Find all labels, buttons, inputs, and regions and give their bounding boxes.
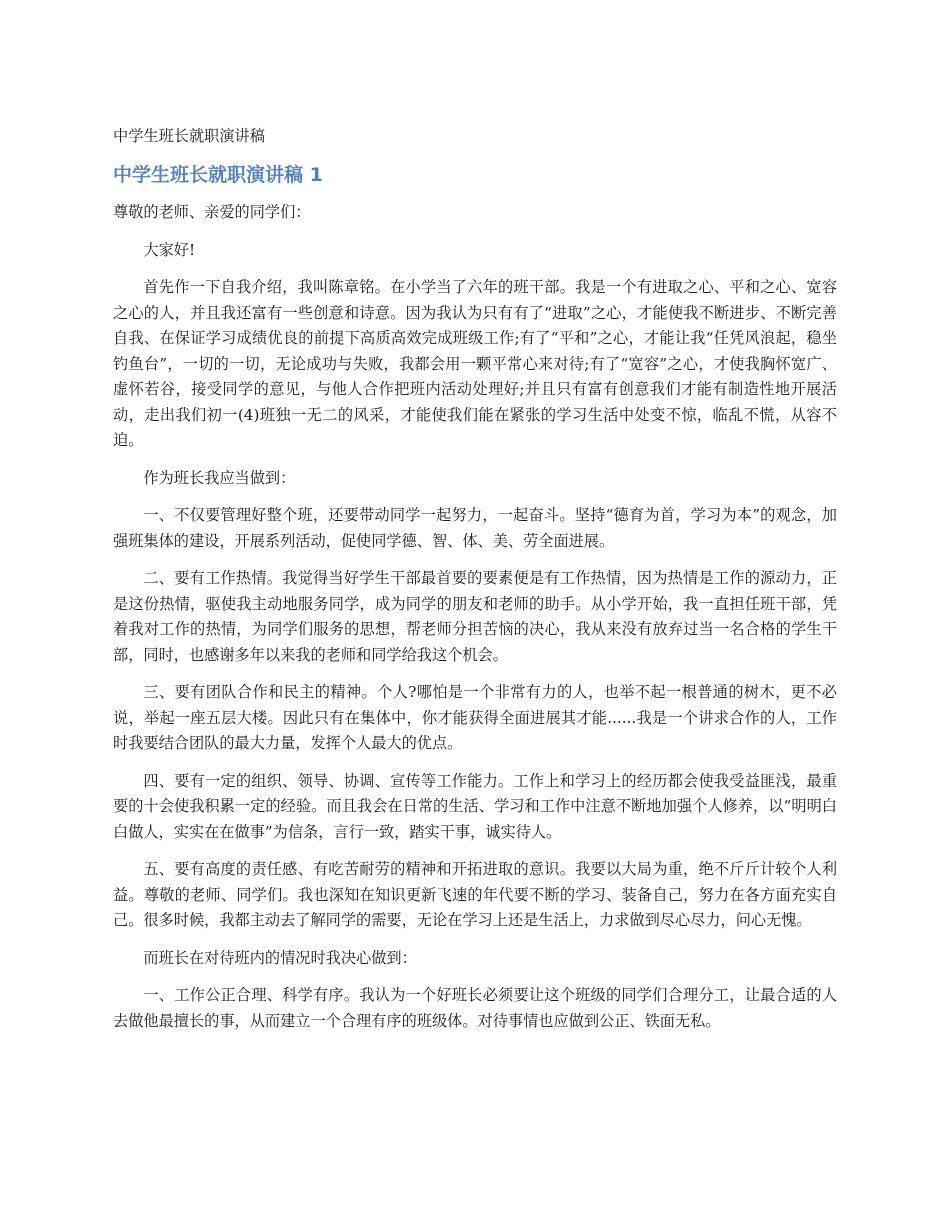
body-paragraph: 而班长在对待班内的情况时我决心做到： — [143, 948, 417, 967]
document-title: 中学生班长就职演讲稿 — [113, 127, 265, 145]
salutation-paragraph: 尊敬的老师、亲爱的同学们： — [113, 203, 311, 221]
body-paragraph: 一、工作公正合理、科学有序。我认为一个好班长必须要让这个班级的同学们合理分工，让最合适的人去做他最擅长的事，从而建立一个合理有序的班级体。对待事情也应做到公正、铁面无私。 — [113, 986, 837, 1030]
body-paragraph: 一、不仅要管理好整个班，还要带动同学一起努力，一起奋斗。坚持“德育为首，学习为本”的观念，加强班集体的建设，开展系列活动，促使同学德、智、体、美、劳全面进展。 — [113, 506, 837, 550]
body-paragraph: 二、要有工作热情。我觉得当好学生干部最首要的要素便是有工作热情，因为热情是工作的源动力，正是这份热情，驱使我主动地服务同学，成为同学的朋友和老师的助手。从小学开始，我一直担任班干部，凭着我对工作的热情，为同学们服务的思想，帮老师分担苦恼的决心，我从来没有放弃过当一名合格的学生干部，同时，也感谢多年以来我的老师和同学给我这个机会。 — [113, 569, 837, 664]
body-paragraph: 五、要有高度的责任感、有吃苦耐劳的精神和开拓进取的意识。我要以大局为重，绝不斤斤计较个人利益。尊敬的老师、同学们。我也深知在知识更新飞速的年代要不断的学习、装备自己，努力在各方面充实自己。很多时候，我都主动去了解同学的需要，无论在学习上还是生活上，力求做到尽心尽力，问心无愧。 — [113, 860, 837, 929]
body-paragraph: 作为班长我应当做到： — [143, 468, 296, 487]
greeting-paragraph: 大家好! — [143, 240, 196, 259]
body-paragraph: 首先作一下自我介绍，我叫陈章铭。在小学当了六年的班干部。我是一个有进取之心、平和之心、宽容之心的人，并且我还富有一些创意和诗意。因为我认为只有有了“进取”之心，才能使我不断进步、不断完善自我、在保证学习成绩优良的前提下高质高效完成班级工作;有了“平和”之心，才能让我“任凭风浪起，稳坐钓鱼台”，一切的一切，无论成功与失败，我都会用一颗平常心来对待;有了“宽容”之心，才使我胸怀宽广、虚怀若谷，接受同学的意见，与他人合作把班内活动处理好;并且只有富有创意我们才能有制造性地开展活动，走出我们初一(4)班独一无二的风采，才能使我们能在紧张的学习生活中处变不惊，临乱不慌，从容不迫。 — [113, 278, 837, 449]
document-page — [113, 124, 837, 1046]
section-heading: 中学生班长就职演讲稿 1 — [113, 164, 323, 186]
body-paragraph: 三、要有团队合作和民主的精神。个人?哪怕是一个非常有力的人，也举不起一根普通的树木，更不必说，举起一座五层大楼。因此只有在集体中，你才能获得全面进展其才能......我是一个讲求合作的人，工作时我要结合团队的最大力量，发挥个人最大的优点。 — [113, 683, 837, 752]
body-paragraph: 四、要有一定的组织、领导、协调、宣传等工作能力。工作上和学习上的经历都会使我受益匪浅，最重要的十会使我积累一定的经验。而且我会在日常的生活、学习和工作中注意不断地加强个人修养，以“明明白白做人，实实在在做事”为信条，言行一致，踏实干事，诚实待人。 — [113, 771, 837, 841]
